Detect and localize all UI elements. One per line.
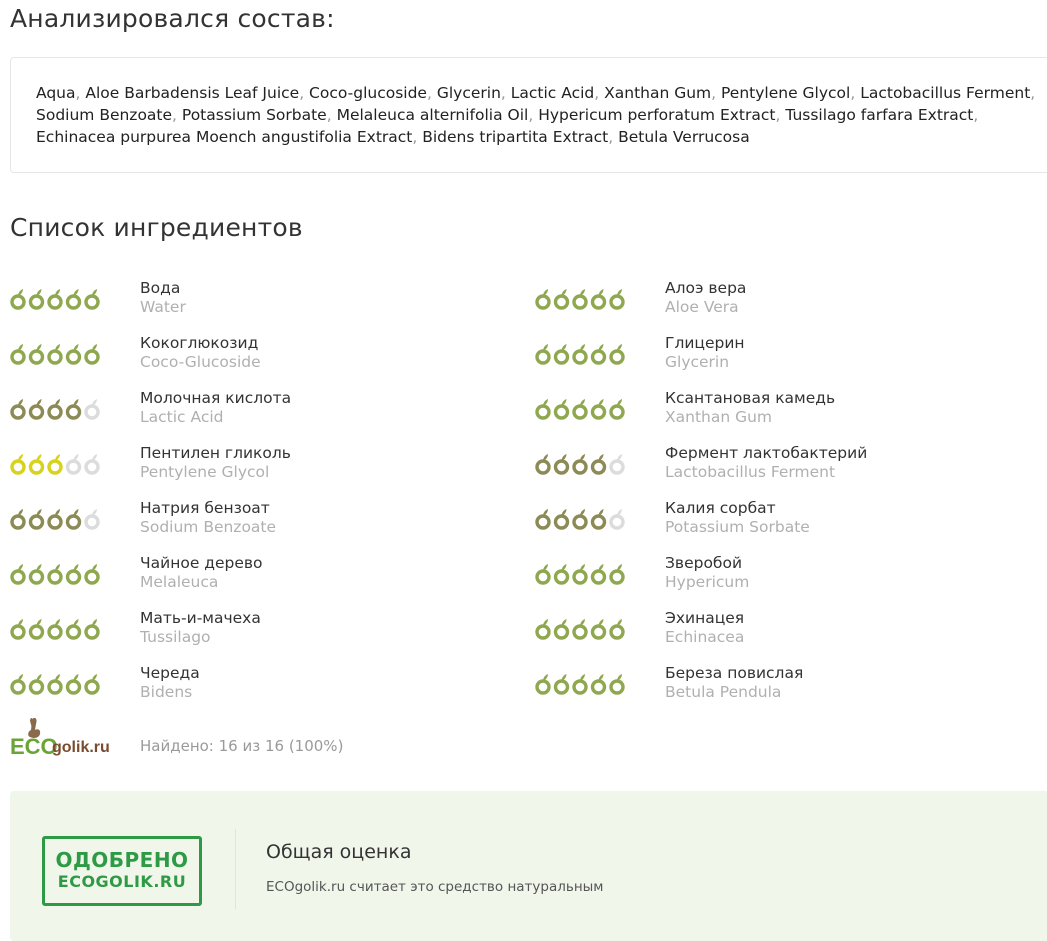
composition-ingredient: Tussilago farfara Extract [785,106,974,124]
rating-leaves [535,287,627,307]
ingredient-row[interactable] [10,609,490,656]
leaf-filled-icon [611,344,623,363]
ingredient-separator: , [426,84,437,102]
ingredient-latin-name: Lactobacillus Ferment [665,463,836,481]
ingredient-name[interactable]: Зверобой [665,554,743,572]
found-count: Найдено: 16 из 16 (100%) [140,737,344,755]
leaf-filled-icon [537,564,549,583]
rating-leaves [10,507,102,527]
ingredient-latin-name: Pentylene Glycol [140,463,270,481]
ingredient-row[interactable] [535,279,1015,326]
leaf-filled-icon [68,619,80,638]
leaf-filled-icon [31,289,43,308]
leaf-filled-icon [556,289,568,308]
leaf-filled-icon [49,454,61,473]
leaf-filled-icon [68,564,80,583]
ingredient-separator: , [1030,84,1036,102]
stamp-line-2: ECOGOLIK.RU [57,872,187,891]
leaf-filled-icon [68,399,80,418]
leaf-filled-icon [593,674,605,693]
leaf-filled-icon [49,289,61,308]
verdict-panel [10,791,1047,941]
leaf-filled-icon [593,454,605,473]
leaf-filled-icon [537,399,549,418]
ingredient-separator: , [299,84,310,102]
ingredient-name[interactable]: Алоэ вера [665,279,747,297]
rating-leaves [10,287,102,307]
composition-ingredient: Xanthan Gum [604,84,712,102]
ingredient-latin-name: Tussilago [140,628,211,646]
approved-stamp [42,836,202,906]
rating-leaves [10,452,102,472]
ingredient-separator: , [711,84,722,102]
leaf-filled-icon [31,454,43,473]
ecogolik-logo[interactable] [10,716,125,758]
composition-ingredient: Pentylene Glycol [721,84,851,102]
ingredient-separator: , [172,106,182,124]
ingredient-latin-name: Glycerin [665,353,730,371]
leaf-filled-icon [49,509,61,528]
composition-title: Анализировался состав: [10,4,335,33]
rating-leaves [535,562,627,582]
leaf-filled-icon [574,454,586,473]
rating-leaves [535,507,627,527]
ingredient-latin-name: Lactic Acid [140,408,224,426]
leaf-filled-icon [574,344,586,363]
leaf-filled-icon [574,509,586,528]
leaf-filled-icon [86,344,98,363]
composition-ingredient: Aqua [36,84,76,102]
ingredient-name[interactable]: Калия сорбат [665,499,776,517]
composition-ingredient: Bidens tripartita Extract [422,128,609,146]
leaf-filled-icon [556,674,568,693]
leaf-filled-icon [31,619,43,638]
rating-leaves [10,672,102,692]
leaf-filled-icon [68,509,80,528]
ingredient-separator: , [973,106,979,124]
leaf-filled-icon [537,619,549,638]
composition-ingredient: Hypericum perforatum Extract [538,106,776,124]
leaf-filled-icon [68,289,80,308]
rating-leaves [10,342,102,362]
ingredient-row[interactable] [535,554,1015,601]
rating-leaves [535,617,627,637]
leaf-filled-icon [31,344,43,363]
leaf-filled-icon [556,344,568,363]
leaf-filled-icon [49,344,61,363]
composition-ingredient: Lactic Acid [510,84,595,102]
rating-leaves [535,397,627,417]
leaf-filled-icon [68,674,80,693]
leaf-filled-icon [49,564,61,583]
ingredient-latin-name: Hypericum [665,573,750,591]
composition-ingredient: Aloe Barbadensis Leaf Juice [85,84,300,102]
ingredient-latin-name: Sodium Benzoate [140,518,277,536]
leaf-filled-icon [593,289,605,308]
ingredient-latin-name: Melaleuca [140,573,219,591]
ingredient-latin-name: Betula Pendula [665,683,782,701]
ingredient-row[interactable] [535,609,1015,656]
leaf-filled-icon [12,509,24,528]
svg-text:golik.ru: golik.ru [52,739,110,756]
ingredient-name[interactable]: Натрия бензоат [140,499,270,517]
leaf-filled-icon [31,674,43,693]
ingredient-name[interactable]: Береза повислая [665,664,804,682]
composition-ingredient: Potassium Sorbate [181,106,327,124]
leaf-filled-icon [537,454,549,473]
leaf-filled-icon [12,399,24,418]
ingredient-name[interactable]: Эхинацея [665,609,745,627]
leaf-filled-icon [593,399,605,418]
ingredient-latin-name: Coco-Glucoside [140,353,261,371]
composition-ingredient: Lactobacillus Ferment [860,84,1031,102]
ingredient-separator: , [594,84,605,102]
leaf-empty-icon [86,399,98,418]
leaf-filled-icon [537,674,549,693]
leaf-filled-icon [12,344,24,363]
rating-leaves [10,562,102,582]
leaf-filled-icon [574,289,586,308]
leaf-filled-icon [31,399,43,418]
ingredient-separator: , [75,84,86,102]
ingredient-row[interactable] [535,499,1015,546]
ingredient-name[interactable]: Кокоглюкозид [140,334,259,352]
leaf-filled-icon [574,674,586,693]
composition-ingredients-text [36,82,1036,148]
ingredient-latin-name: Potassium Sorbate [665,518,810,536]
ingredient-row[interactable] [10,279,490,326]
ingredient-row[interactable] [10,664,490,711]
leaf-filled-icon [556,509,568,528]
leaf-filled-icon [68,344,80,363]
leaf-filled-icon [574,619,586,638]
ingredient-latin-name: Xanthan Gum [665,408,773,426]
leaf-filled-icon [556,454,568,473]
leaf-empty-icon [86,509,98,528]
leaf-empty-icon [86,454,98,473]
ingredient-name[interactable]: Череда [140,664,200,682]
leaf-filled-icon [86,619,98,638]
leaf-filled-icon [86,674,98,693]
rating-leaves [10,617,102,637]
leaf-filled-icon [556,564,568,583]
ingredient-name[interactable]: Мать-и-мачеха [140,609,261,627]
rating-leaves [10,397,102,417]
ingredient-name[interactable]: Чайное дерево [140,554,263,572]
leaf-filled-icon [593,619,605,638]
ingredient-row[interactable] [535,334,1015,381]
leaf-filled-icon [556,619,568,638]
ingredient-name[interactable]: Фермент лактобактерий [665,444,868,462]
leaf-filled-icon [611,674,623,693]
ingredient-separator: , [775,106,786,124]
ingredient-latin-name: Aloe Vera [665,298,739,316]
leaf-filled-icon [31,509,43,528]
leaf-filled-icon [593,509,605,528]
composition-ingredient: Coco-glucoside [309,84,427,102]
leaf-filled-icon [611,289,623,308]
ingredient-name[interactable]: Пентилен гликоль [140,444,291,462]
leaf-filled-icon [574,564,586,583]
ingredient-separator: , [500,84,511,102]
leaf-filled-icon [593,344,605,363]
composition-ingredient: Glycerin [436,84,501,102]
leaf-filled-icon [12,454,24,473]
verdict-description: ECOgolik.ru считает это средство натуральным [266,879,604,895]
leaf-filled-icon [86,564,98,583]
ingredients-list-title: Список ингредиентов [10,213,303,242]
ingredient-separator: , [326,106,337,124]
divider [235,829,236,909]
ingredient-name[interactable]: Вода [140,279,181,297]
leaf-filled-icon [12,619,24,638]
leaf-filled-icon [31,564,43,583]
leaf-empty-icon [611,509,623,528]
leaf-filled-icon [593,564,605,583]
ingredient-separator: , [528,106,539,124]
leaf-filled-icon [611,399,623,418]
ingredient-row[interactable] [10,554,490,601]
leaf-filled-icon [537,289,549,308]
ingredient-latin-name: Echinacea [665,628,745,646]
leaf-filled-icon [86,289,98,308]
rating-leaves [535,452,627,472]
ingredient-name[interactable]: Молочная кислота [140,389,292,407]
ingredient-name[interactable]: Глицерин [665,334,745,352]
ingredient-separator: , [608,128,619,146]
composition-ingredient: Betula Verrucosa [618,128,750,146]
ingredient-row[interactable] [535,389,1015,436]
leaf-empty-icon [68,454,80,473]
ingredient-separator: , [850,84,861,102]
leaf-filled-icon [611,619,623,638]
ingredient-row[interactable] [535,664,1015,711]
leaf-filled-icon [556,399,568,418]
leaf-filled-icon [537,509,549,528]
leaf-filled-icon [611,564,623,583]
leaf-filled-icon [49,619,61,638]
svg-text:ECO: ECO [10,734,58,758]
leaf-filled-icon [574,399,586,418]
ingredient-name[interactable]: Ксантановая камедь [665,389,836,407]
leaf-filled-icon [12,564,24,583]
ingredient-row[interactable] [10,444,490,491]
composition-box [10,57,1047,173]
leaf-filled-icon [49,399,61,418]
leaf-filled-icon [49,674,61,693]
leaf-empty-icon [611,454,623,473]
composition-ingredient: Melaleuca alternifolia Oil [336,106,529,124]
stamp-line-1: ОДОБРЕНО [55,848,189,872]
ingredient-separator: , [412,128,423,146]
leaf-filled-icon [12,674,24,693]
leaf-filled-icon [537,344,549,363]
ingredient-row[interactable] [10,499,490,546]
leaf-filled-icon [12,289,24,308]
ingredient-row[interactable] [10,334,490,381]
composition-ingredient: Sodium Benzoate [36,106,173,124]
ingredient-row[interactable] [10,389,490,436]
composition-ingredient: Echinacea purpurea Moench angustifolia Extract [36,128,413,146]
verdict-title: Общая оценка [266,841,412,863]
ingredient-row[interactable] [535,444,1015,491]
ingredient-latin-name: Bidens [140,683,193,701]
rating-leaves [535,342,627,362]
rating-leaves [535,672,627,692]
ingredient-latin-name: Water [140,298,186,316]
